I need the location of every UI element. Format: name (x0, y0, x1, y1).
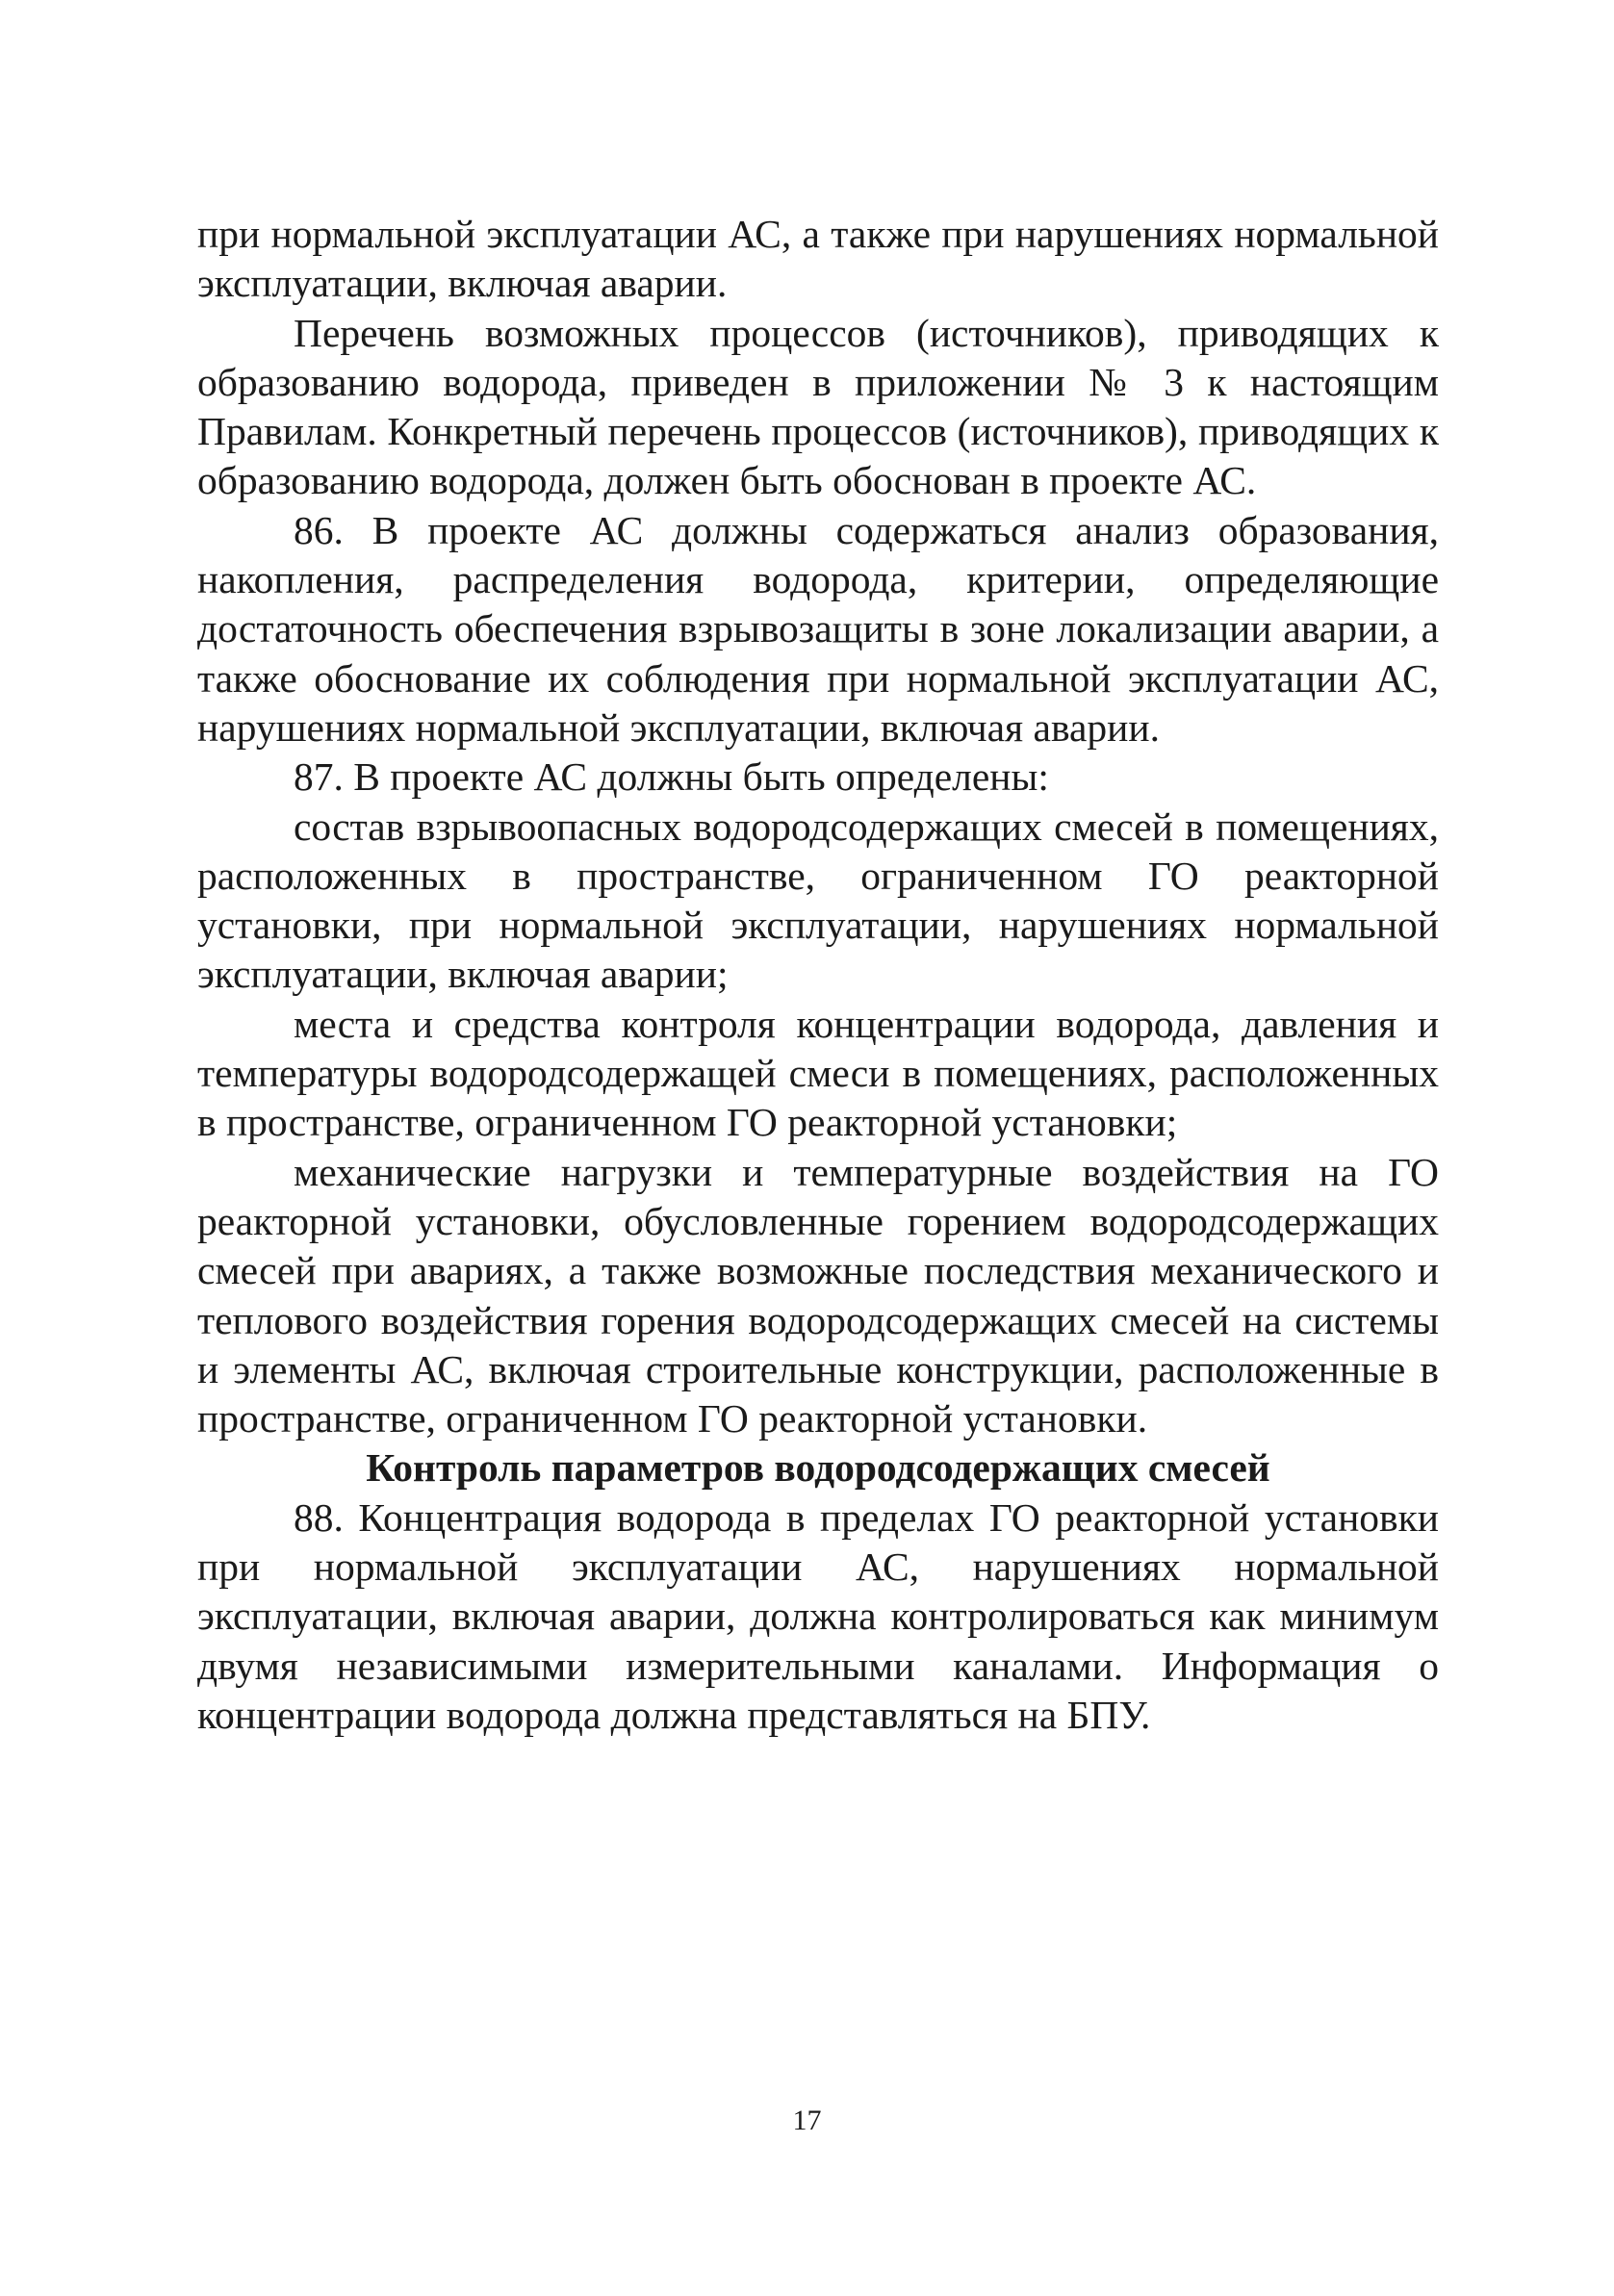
section-heading: Контроль параметров водородсодержащих смесей (366, 1445, 1270, 1491)
document-body (197, 210, 1439, 1740)
paragraph-item-87-monitoring: места и средства контроля концентрации водорода, давления и температуры водородсодержащей смеси в помещениях, расположенных в пространстве, ограниченном ГО реакторной установки; (197, 1001, 1439, 1145)
paragraph-item-87: 87. В проекте АС должны быть определены: (294, 754, 1049, 800)
paragraph-item-88: 88. Концентрация водорода в пределах ГО реакторной установки при нормальной эксплуатации АС, нарушениях нормальной эксплуатации, включая аварии, должна контролироваться как минимум двумя независимыми измерительными каналами. Информация о концентрации водорода должна представляться на БПУ. (197, 1494, 1439, 1737)
paragraph-item-87-loads: механические нагрузки и температурные воздействия на ГО реакторной установки, обусловленные горением водородсодержащих смесей при авариях, а также возможные последствия механического и теплового воздействия горения водородсодержащих смесей на системы и элементы АС, включая строительные конструкции, расположенные в пространстве, ограниченном ГО реакторной установки. (197, 1149, 1439, 1441)
page-number: 17 (792, 2105, 822, 2136)
paragraph-hydrogen-sources: Перечень возможных процессов (источников), приводящих к образованию водорода, приведен в приложении № 3 к настоящим Правилам. Конкретный перечень процессов (источников), приводящих к образованию водорода, должен быть обоснован в проекте АС. (197, 310, 1439, 503)
paragraph-item-87-composition: состав взрывоопасных водородсодержащих смесей в помещениях, расположенных в пространстве, ограниченном ГО реакторной установки, при нормальной эксплуатации, нарушениях нормальной эксплуатации, включая аварии; (197, 804, 1439, 997)
paragraph-continuation: при нормальной эксплуатации АС, а также при нарушениях нормальной эксплуатации, включая аварии. (197, 212, 1439, 306)
paragraph-item-86: 86. В проекте АС должны содержаться анализ образования, накопления, распределения водорода, критерии, определяющие достаточность обеспечения взрывозащиты в зоне локализации аварии, а также обоснование их соблюдения при нормальной эксплуатации АС, нарушениях нормальной эксплуатации, включая аварии. (197, 507, 1439, 750)
